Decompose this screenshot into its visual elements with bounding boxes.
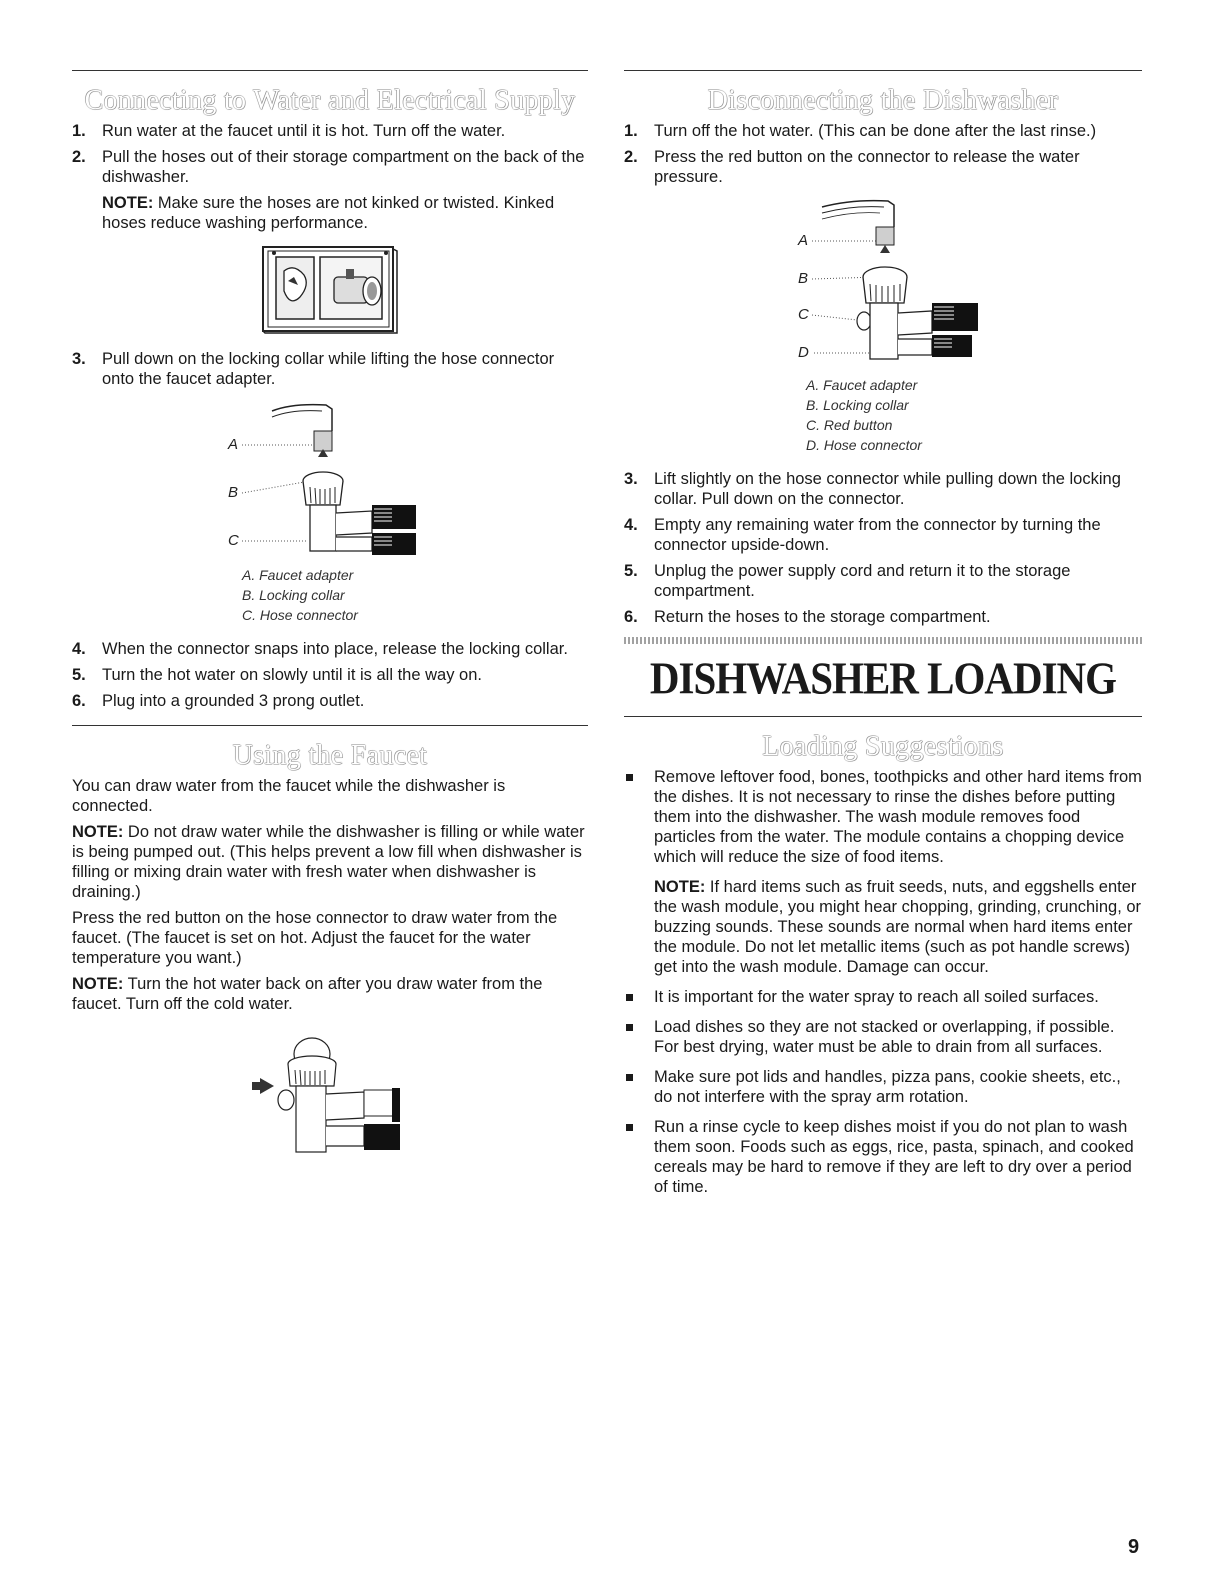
list-item: 3. Lift slightly on the hose connector while pulling down the locking collar. Pull down on the connector. <box>624 470 1121 508</box>
figure-caption: A. Faucet adapter B. Locking collar C. Hose connector <box>242 567 358 623</box>
section-rule <box>624 716 1142 717</box>
list-item: 5. Unplug the power supply cord and return it to the storage compartment. <box>624 562 1071 600</box>
faucet-paragraph: You can draw water from the faucet while the dishwasher is connected. <box>72 777 506 815</box>
list-item: 1. Turn off the hot water. (This can be done after the last rinse.) <box>624 122 1097 140</box>
list-item: 4. When the connector snaps into place, release the locking collar. <box>72 640 568 658</box>
left-column <box>72 70 588 1162</box>
red-button-illustration <box>252 1034 412 1154</box>
figure-label: B <box>228 484 239 501</box>
disconnect-illustration <box>792 197 992 367</box>
note-hoses: NOTE: Make sure the hoses are not kinked or twisted. Kinked hoses reduce washing performance. <box>102 194 555 232</box>
disconnecting-steps-after <box>624 469 1142 627</box>
list-item: 4. Empty any remaining water from the connector by turning the connector upside-down. <box>624 516 1101 554</box>
connecting-step-3 <box>72 349 588 389</box>
section-rule <box>72 725 588 726</box>
figure-caption: A. Faucet adapter B. Locking collar C. Red button D. Hose connector <box>806 377 922 453</box>
bullet-icon <box>626 1024 633 1031</box>
figure-label: D <box>798 344 809 361</box>
loading-bullets <box>624 767 1142 1197</box>
page-section-title: DISHWASHER LOADING <box>649 652 1117 704</box>
faucet-paragraph: Press the red button on the hose connector to draw water from the faucet. (The faucet is set on hot. Adjust the faucet for the water temperature you want.) <box>72 909 558 967</box>
storage-compartment-illustration <box>260 241 400 341</box>
right-column <box>624 70 1142 1207</box>
figure-label: A <box>798 232 809 249</box>
figure-label: C <box>228 532 239 549</box>
section-rule <box>72 70 588 71</box>
figure-label: A <box>228 436 239 453</box>
note-wash-module: NOTE: If hard items such as fruit seeds, nuts, and eggshells enter the wash module, you might hear chopping, grinding, crunching, or buzzing sounds. These sounds are normal when hard items enter the module. Do not let metallic items (such as pot handle screws) get into the wash module. Damage can occur. <box>654 878 1142 976</box>
list-item: Load dishes so they are not stacked or overlapping, if possible. For best drying, water must be able to drain from all surfaces. <box>624 1017 1142 1057</box>
page-number: 9 <box>1128 1536 1140 1558</box>
list-item: Make sure pot lids and handles, pizza pans, cookie sheets, etc., do not interfere with the spray arm rotation. <box>624 1067 1142 1107</box>
note-draw-water: NOTE: Do not draw water while the dishwasher is filling or while water is being pumped out. (This helps prevent a low fill when dishwasher is filling or mixing drain water with fresh water when dishwasher is draining.) <box>72 823 585 901</box>
connecting-steps <box>72 121 588 187</box>
connecting-steps-after <box>72 639 588 711</box>
list-item: 3. Pull down on the locking collar while lifting the hose connector onto the faucet adapter. <box>72 350 555 388</box>
heading-connecting: Connecting to Water and Electrical Supply <box>84 85 576 116</box>
list-item: Remove leftover food, bones, toothpicks and other hard items from the dishes. It is not necessary to rinse the dishes before putting them into the dishwasher. The wash module removes food particles from the water. The module contains a chopping device which will reduce the size of food items. NOTE: If hard items such as fruit seeds, nuts, and eggshells enter the wash module, you might hear chopping, grinding, crunching, or buzzing sounds. These sounds are normal when hard items enter the module. Do not let metallic items (such as pot handle screws) get into the wash module. Damage can occur. <box>624 767 1142 977</box>
faucet-connector-illustration <box>222 397 422 557</box>
heading-loading-suggestions: Loading Suggestions <box>762 731 1004 762</box>
heading-using-faucet: Using the Faucet <box>232 740 428 771</box>
list-item: It is important for the water spray to reach all soiled surfaces. <box>624 987 1142 1007</box>
bullet-icon <box>626 1124 633 1131</box>
list-item: Run a rinse cycle to keep dishes moist if you do not plan to wash them soon. Foods such as eggs, rice, pasta, spinach, and cooked cereals may be hard to remove if they are left to dry over a period of time. <box>624 1117 1142 1197</box>
list-item: 2. Pull the hoses out of their storage compartment on the back of the dishwasher. <box>72 148 585 186</box>
list-item: 6. Return the hoses to the storage compartment. <box>624 608 991 626</box>
figure-label: C <box>798 306 809 323</box>
list-item: 1. Run water at the faucet until it is hot. Turn off the water. <box>72 122 506 140</box>
list-item: 5. Turn the hot water on slowly until it is all the way on. <box>72 666 482 684</box>
dotted-divider <box>624 637 1142 644</box>
list-item: 2. Press the red button on the connector to release the water pressure. <box>624 148 1080 186</box>
list-item: 6. Plug into a grounded 3 prong outlet. <box>72 692 365 710</box>
section-rule <box>624 70 1142 71</box>
note-hot-water: NOTE: Turn the hot water back on after you draw water from the faucet. Turn off the cold water. <box>72 975 543 1013</box>
heading-disconnecting: Disconnecting the Dishwasher <box>707 85 1059 116</box>
bullet-icon <box>626 994 633 1001</box>
figure-label: B <box>798 270 809 287</box>
disconnecting-steps <box>624 121 1142 187</box>
bullet-icon <box>626 774 633 781</box>
bullet-icon <box>626 1074 633 1081</box>
